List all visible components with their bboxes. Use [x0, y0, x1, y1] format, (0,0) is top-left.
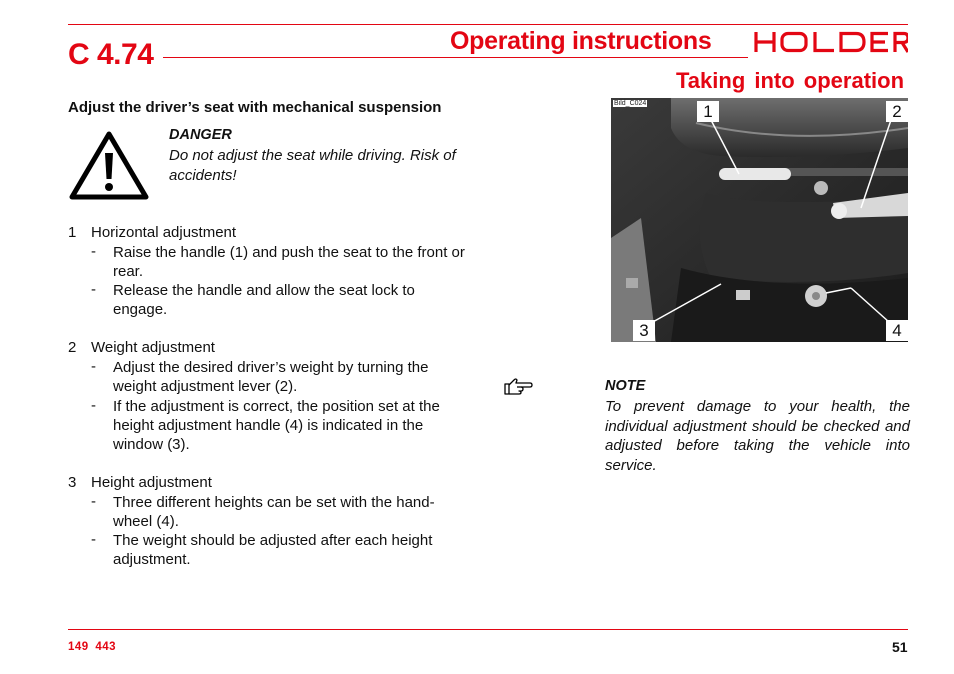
bullet-dash: -	[91, 243, 96, 260]
note-label: NOTE	[605, 378, 646, 394]
figure-caption: Bild_C024	[614, 100, 647, 107]
pointing-hand-icon	[503, 375, 533, 402]
callout-1: 1	[697, 101, 719, 122]
bullet-dash: -	[91, 281, 96, 298]
callout-3: 3	[633, 320, 655, 341]
bullet-dash: -	[91, 358, 96, 375]
bullet-text: Release the handle and allow the seat lock to engage.	[113, 282, 415, 318]
item-number: 2	[68, 339, 77, 356]
document-title: Operating instructions	[450, 27, 719, 56]
seat-photo	[611, 98, 908, 342]
bullet-dash: -	[91, 531, 96, 548]
item-title-height: Height adjustment	[91, 474, 212, 491]
bullet-text: Raise the handle (1) and push the seat to the front or rear.	[113, 244, 465, 280]
bullet-text: The weight should be adjusted after each height adjustment.	[113, 532, 433, 568]
danger-text: Do not adjust the seat while driving. Risk of accidents!	[169, 147, 456, 184]
danger-label: DANGER	[169, 127, 232, 143]
callout-4: 4	[886, 320, 908, 341]
section-heading: Adjust the driver’s seat with mechanical suspension	[68, 99, 442, 116]
bullet-dash: -	[91, 397, 96, 414]
item-number: 3	[68, 474, 77, 491]
item-title-weight: Weight adjustment	[91, 339, 215, 356]
section-code: C 4.74	[68, 38, 154, 71]
section-subtitle: Taking into operation	[676, 68, 905, 93]
footer-rule	[68, 629, 908, 630]
item-number: 1	[68, 224, 77, 241]
holder-logo	[748, 30, 912, 59]
page-number: 51	[892, 639, 908, 655]
item-title-horizontal: Horizontal adjustment	[91, 224, 237, 241]
seat-photo-illustration	[611, 98, 908, 342]
header-top-rule	[68, 24, 908, 25]
note-text: To prevent damage to your health, the individual adjustment should be checked and adjusted before taking the vehicle into service.	[605, 398, 910, 474]
bullet-text: Adjust the desired driver’s weight by turning the weight adjustment lever (2).	[113, 359, 429, 395]
callout-2: 2	[886, 101, 908, 122]
warning-triangle-icon	[68, 129, 150, 206]
bullet-text: If the adjustment is correct, the position set at the height adjustment handle (4) is indicated in the window (3).	[113, 398, 440, 453]
bullet-dash: -	[91, 493, 96, 510]
document-number: 149 443	[68, 641, 117, 653]
holder-logo-wordmark	[752, 30, 908, 54]
bullet-text: Three different heights can be set with the hand-wheel (4).	[113, 494, 435, 530]
